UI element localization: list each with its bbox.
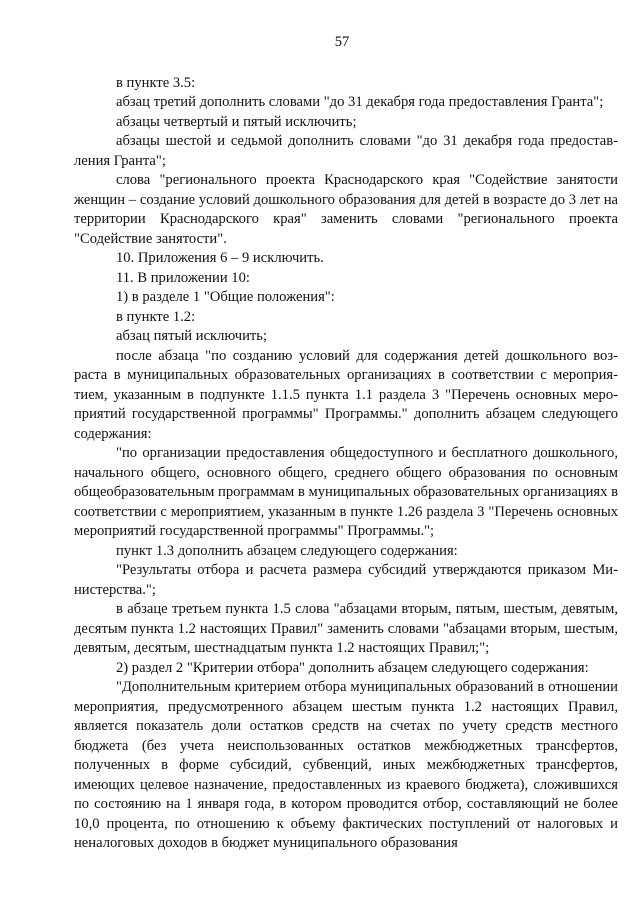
- paragraph: после абзаца "по созданию условий для содержания детей дошкольного возраста в муниципальных образовательных организациях в соответствии с мероприятием, указанным в подпункте 1.1.5 пункта 1.1 раздела 3 "Перечень основных мероприятий государственной программы" Программы." дополнить абзацем следующего содержания:: [74, 347, 618, 442]
- paragraph: абзац третий дополнить словами "до 31 декабря года предоставления Гранта";: [116, 94, 604, 110]
- paragraph: "Результаты отбора и расчета размера субсидий утверждаются приказом Министерства.";: [74, 562, 618, 598]
- paragraph: 10. Приложения 6 – 9 исключить.: [116, 250, 324, 266]
- paragraph: в пункте 1.2:: [116, 308, 196, 325]
- paragraph: "Дополнительным критерием отбора муниципальных образований в отношении мероприятия, предусмотренного абзацем шестым пункта 1.2 настоящих Правил, является показатель доли остатков средств на счетах по учету средств местного бюджета (без учета неиспользованных остатков межбюджетных трансфертов, полученных в форме субсидий, субвенций, иных межбюджетных трансфертов, имеющих целевое назначение, предоставленных из краевого бюджета), сложившихся по состоянию на 1 января года, в котором проводится отбор, составляющий не более 10,0 процента, по отношению к объему фактических поступлений от налоговых и неналоговых доходов в бюджет муниципального образования: [74, 679, 618, 851]
- paragraph: абзацы четвертый и пятый исключить;: [116, 113, 357, 130]
- page-number: 57: [334, 34, 350, 50]
- paragraph: 2) раздел 2 "Критерии отбора" дополнить абзацем следующего содержания:: [116, 659, 589, 676]
- paragraph: в абзаце третьем пункта 1.5 слова "абзацами вторым, пятым, шестым, девятым, десятым пункта 1.2 настоящих Правил" заменить словами "абзацами вторым, шестым, девятым, десятым, шестнадцатым пункта 1.2 настоящих Правил;";: [74, 601, 618, 656]
- paragraph: абзац пятый исключить;: [116, 328, 268, 344]
- paragraph: слова "регионального проекта Краснодарского края "Содействие занятости женщин – создание условий дошкольного образования для детей в возрасте до 3 лет на территории Краснодарского края" заменить словами "регионального проекта "Содействие занятости".: [74, 172, 618, 247]
- paragraph: в пункте 3.5:: [116, 74, 196, 91]
- paragraph: пункт 1.3 дополнить абзацем следующего содержания:: [116, 542, 458, 559]
- paragraph: "по организации предоставления общедоступного и бесплатного дошкольного, начального общего, основного общего, среднего общего образования по основным общеобразовательным программам в муниципальных образовательных организациях в соответствии с мероприятием, указанным в пункте 1.26 раздела 3 "Перечень основных мероприятий государственной программы" Программы.";: [74, 445, 618, 539]
- paragraph: 1) в разделе 1 "Общие положения":: [116, 289, 335, 305]
- paragraph: 11. В приложении 10:: [116, 269, 250, 286]
- paragraph: абзацы шестой и седьмой дополнить словами "до 31 декабря года предоставления Гранта";: [74, 133, 618, 169]
